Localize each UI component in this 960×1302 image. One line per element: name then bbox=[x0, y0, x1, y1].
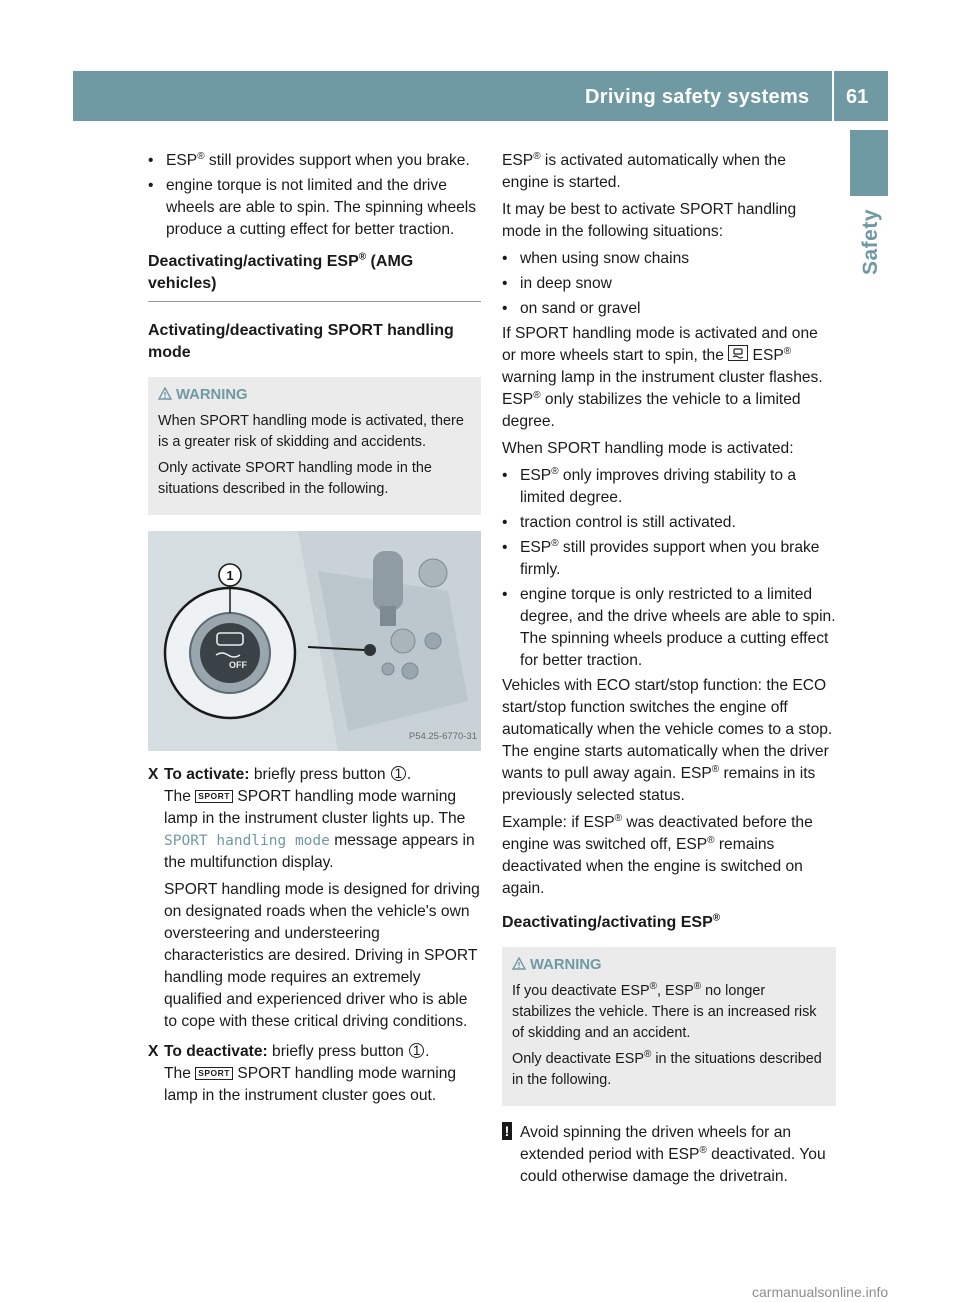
console-figure bbox=[148, 531, 481, 751]
paragraph: It may be best to activate SPORT handling mode in the following situations: bbox=[502, 201, 797, 240]
list-item: • when using snow chains bbox=[502, 250, 690, 267]
warning-text: If you deactivate ESP®, ESP® no longer stabilizes the vehicle. There is an increased risk of skidding and an accident. bbox=[512, 981, 817, 1041]
step-marker: X bbox=[148, 766, 159, 783]
warning-text: When SPORT handling mode is activated, there is a greater risk of skidding and accidents. bbox=[158, 413, 464, 450]
warning-text: Only deactivate ESP® in the situations described in the following. bbox=[512, 1049, 822, 1088]
watermark: carmanualsonline.info bbox=[752, 1284, 889, 1300]
right-column bbox=[502, 150, 836, 1188]
notice-icon: ! bbox=[502, 1122, 512, 1140]
sport-mode-icon: SPORT bbox=[195, 790, 233, 803]
warning-text: Only activate SPORT handling mode in the situations described in the following. bbox=[158, 460, 432, 497]
list-item: • on sand or gravel bbox=[502, 300, 641, 317]
paragraph: Vehicles with ECO start/stop function: the ECO start/stop function switches the engine off automatically when the vehicle comes to a stop. The engine starts automatically when the driver wants to pull away again. ESP® remains in its previously selected status. bbox=[502, 677, 833, 804]
list-item: • ESP® only improves driving stability to a limited degree. bbox=[502, 465, 797, 506]
side-tab bbox=[850, 130, 888, 196]
figure-code: P54.25-6770-31 bbox=[408, 731, 477, 742]
warning-title: WARNING bbox=[176, 385, 471, 406]
header-divider bbox=[832, 71, 834, 121]
section-side-label: Safety bbox=[859, 208, 882, 275]
paragraph: When SPORT handling mode is activated: bbox=[502, 440, 794, 457]
notice: ! Avoid spinning the driven wheels for an extended period with ESP® deactivated. You could otherwise damage the drivetrain. bbox=[502, 1122, 836, 1188]
step-detail: SPORT handling mode is designed for driving on designated roads when the vehicle's own oversteering and understeering characteristics are desired. Driving in SPORT handling mode requires an extremely qualified and experienced driver who is able to cope with these critical driving conditions. bbox=[164, 881, 480, 1030]
instruction-step-activate: X To activate: briefly press button 1 . The SPORT SPORT handling mode warning lamp in the instrument cluster lights up. The SPORT handling mode message appears in the multifunction display. SPORT handling mode is designed for driving on designated roads when the vehicle's own oversteering and understeering characteristics are desired. Driving in SPORT handling mode requires an extremely qualified and experienced driver who is able to cope with these critical driving conditions. bbox=[148, 764, 481, 1033]
bullet-mark: • bbox=[148, 152, 154, 169]
warning-triangle-icon bbox=[512, 956, 526, 977]
button-reference: 1 bbox=[391, 766, 406, 781]
step-marker: X bbox=[148, 1043, 159, 1060]
left-column bbox=[148, 150, 481, 1115]
list-item: • traction control is still activated. bbox=[502, 514, 736, 531]
section-heading: Deactivating/activating ESP® (AMG vehicles) bbox=[148, 251, 481, 302]
center-console-illustration bbox=[148, 531, 481, 751]
display-message: SPORT handling mode bbox=[164, 833, 330, 849]
instruction-step-deactivate: X To deactivate: briefly press button 1 . The SPORT SPORT handling mode warning lamp in the instrument cluster goes out. bbox=[148, 1042, 457, 1104]
button-off-label: OFF bbox=[229, 660, 247, 670]
paragraph: If SPORT handling mode is activated and one or more wheels start to spin, the ESP® warning lamp in the instrument cluster flashes. ESP® only stabilizes the vehicle to a limited degree. bbox=[502, 325, 823, 430]
paragraph: Example: if ESP® was deactivated before the engine was switched off, ESP® remains deactivated when the engine is switched on again. bbox=[502, 812, 813, 897]
sport-mode-icon: SPORT bbox=[195, 1067, 233, 1080]
list-item: • ESP® still provides support when you brake. bbox=[148, 150, 481, 172]
skid-warning-lamp-icon bbox=[728, 345, 748, 361]
paragraph: ESP® is activated automatically when the engine is started. bbox=[502, 150, 786, 191]
list-item: • ESP® still provides support when you brake firmly. bbox=[502, 537, 820, 578]
list-item: • engine torque is not limited and the drive wheels are able to spin. The spinning wheels produce a cutting effect for better traction. bbox=[148, 177, 477, 238]
warning-title: WARNING bbox=[530, 955, 826, 976]
subsection-heading: Activating/deactivating SPORT handling mode bbox=[148, 322, 454, 361]
bullet-mark: • bbox=[148, 177, 154, 194]
list-item: • engine torque is only restricted to a limited degree, and the drive wheels are able to spin. The spinning wheels produce a cutting effect for better traction. bbox=[502, 586, 836, 669]
warning-triangle-icon bbox=[158, 386, 172, 407]
warning-box bbox=[502, 947, 836, 1106]
button-reference: 1 bbox=[409, 1043, 424, 1058]
figure-callout-number: 1 bbox=[226, 568, 234, 583]
page-header-title: Driving safety systems bbox=[585, 86, 810, 108]
page-number: 61 bbox=[846, 86, 869, 108]
section-heading: Deactivating/activating ESP® bbox=[502, 912, 721, 931]
list-item: • in deep snow bbox=[502, 275, 612, 292]
warning-box bbox=[148, 377, 481, 515]
